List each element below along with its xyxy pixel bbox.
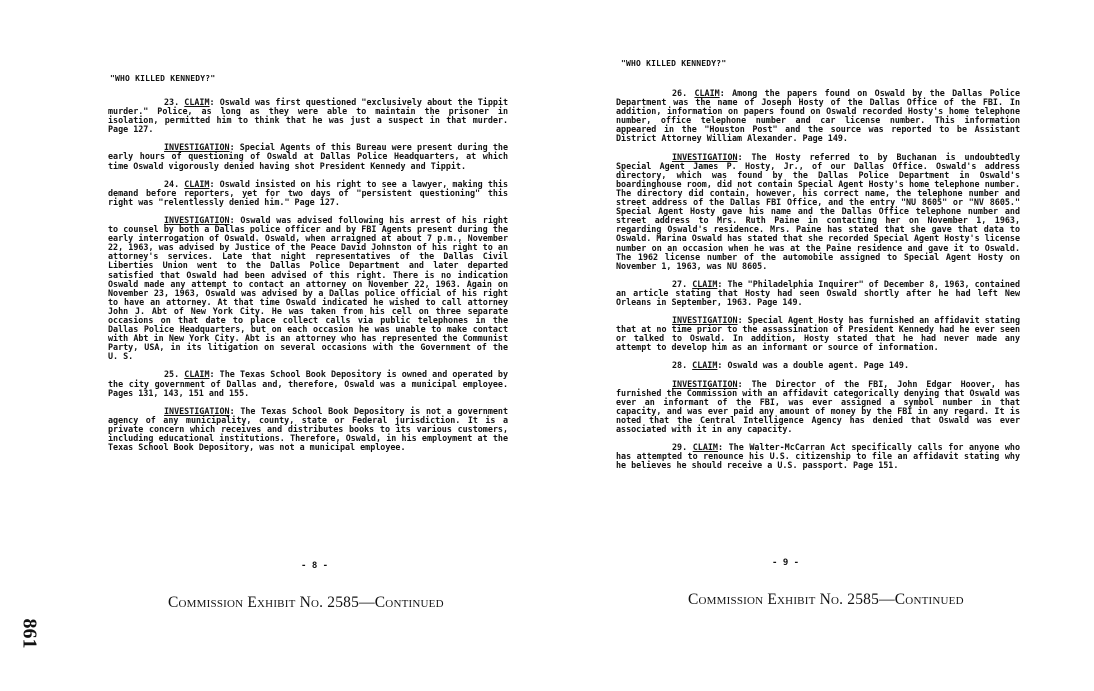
paragraph-text: : Special Agent Hosty has furnished an affidavit stating that at no time prior to the assassination of President Kennedy had he ever seen or talked to Oswald. In addition, Hosty stated that he had never made any attempt to develop him as an informant or source of information.: [616, 315, 1020, 353]
paragraph-heading: INVESTIGATION: [672, 315, 738, 326]
paragraph-heading: CLAIM: [184, 369, 210, 380]
left-exhibit-label: Commission Exhibit No. 2585—Continued: [168, 594, 444, 611]
paragraph-heading: INVESTIGATION: [672, 151, 738, 162]
paragraph-text: : Oswald was first questioned "exclusively about the Tippit murder." Police, as long as they were able to maintain the prisoner in isolation, permitted him to think that he was just a suspect in that murder. Page 127.: [108, 97, 508, 135]
paragraph-number: 28.: [672, 360, 693, 371]
paragraph-text: : The Walter-McCarran Act specifically calls for anyone who has attempted to renounce his U.S. citizenship to file an affidavit stating why he believes he should receive a U.S. passport. Page 151.: [616, 442, 1020, 471]
claim-paragraph: [616, 443, 1020, 470]
investigation-paragraph: [108, 407, 508, 452]
paragraph-text: : The Texas School Book Depository is not a government agency of any municipality, county, state or Federal jurisdiction. It is a private concern which receives and distributes books to its various customers, including educational institutions. Therefore, Oswald, in his employment at the Texas School Book Depository, was not a municipal employee.: [108, 405, 508, 453]
margin-page-number: 861: [18, 618, 41, 649]
paragraph-text: : Oswald was a double agent. Page 149.: [717, 360, 909, 371]
investigation-paragraph: [108, 216, 508, 362]
paragraph-number: 23.: [164, 97, 185, 107]
paragraph-text: : The Hosty referred to by Buchanan is undoubtedly Special Agent James P. Hosty, Jr., of our Dallas Office. Oswald's address directory, which was found by the Dallas Police Department in Oswald's boardinghouse room, did not contain Special Agent Hosty's home telephone number. The directory did contain, however, his correct name, the telephone number and street address of the Dallas FBI Office, and the entry "NU 8605" or "NV 8605." Special Agent Hosty gave his name and the Dallas Office telephone number and street address to Mrs. Ruth Paine in contacting her on November 1, 1963, regarding Oswald's residence. Mrs. Paine has stated that she gave that data to Oswald. Marina Oswald has stated that she recorded Special Agent Hosty's license number on an occasion when he was at the Paine residence and gave it to Oswald. The 1962 license number of the automobile assigned to Special Agent Hosty on November 1, 1963, was NU 8605.: [616, 151, 1020, 271]
right-page: [616, 0, 1020, 691]
claim-paragraph: [616, 89, 1020, 144]
paragraph-number: 26.: [672, 88, 695, 98]
paragraph-heading: CLAIM: [692, 278, 718, 289]
paragraph-heading: INVESTIGATION: [164, 142, 230, 153]
right-body: [616, 89, 1020, 479]
left-page: [108, 0, 508, 691]
paragraph-heading: INVESTIGATION: [672, 378, 738, 389]
left-page-number: - 8 -: [301, 561, 329, 571]
left-body: [108, 98, 508, 461]
left-running-head: "WHO KILLED KENNEDY?": [110, 74, 216, 83]
paragraph-number: 27.: [672, 278, 693, 289]
investigation-paragraph: [616, 153, 1020, 271]
paragraph-number: 29.: [672, 442, 693, 453]
right-running-head: "WHO KILLED KENNEDY?": [621, 59, 727, 68]
investigation-paragraph: [108, 143, 508, 170]
claim-paragraph: [108, 370, 508, 397]
paragraph-text: : The "Philadelphia Inquirer" of December 8, 1963, contained an article stating that Hosty had seen Oswald shortly after he had left New Orleans in September, 1963. Page 149.: [616, 278, 1021, 307]
paragraph-heading: CLAIM: [184, 178, 210, 189]
paragraph-number: 25.: [164, 369, 185, 380]
paragraph-heading: INVESTIGATION: [164, 405, 230, 416]
paragraph-text: : Special Agents of this Bureau were present during the early hours of questioning of Oswald at Dallas Police Headquarters, at which time Oswald vigorously denied having shot President Kennedy and Tippit.: [108, 142, 508, 171]
paragraph-heading: CLAIM: [692, 360, 718, 371]
paragraph-heading: CLAIM: [184, 97, 210, 107]
paragraph-heading: INVESTIGATION: [164, 214, 230, 225]
right-page-number: - 9 -: [772, 558, 800, 568]
claim-paragraph: [616, 361, 1020, 370]
claim-paragraph: [108, 180, 508, 207]
claim-paragraph: [616, 280, 1020, 307]
paragraph-text: : Oswald insisted on his right to see a lawyer, making this demand before reporters, yet for two days of "persistent questioning" this right was "relentlessly denied him." Page 127.: [108, 178, 508, 207]
paragraph-heading: CLAIM: [692, 442, 718, 453]
paragraph-text: : The Director of the FBI, John Edgar Hoover, has furnished the Commission with an affidavit categorically denying that Oswald was ever an informant of the FBI, was ever assigned a symbol number in that capacity, and was ever paid any amount of money by the FBI in any regard. It is noted that the Central Intelligence Agency has denied that Oswald was ever associated with it in any capacity.: [616, 378, 1020, 434]
investigation-paragraph: [616, 316, 1020, 352]
paragraph-text: : Oswald was advised following his arrest of his right to counsel by both a Dallas police officer and by FBI Agents present during the early interrogation of Oswald. Oswald, when arraigned at about 7 p.m., November 22, 1963, was advised by Justice of the Peace David Johnston of his right to an attorney's services. Late that night representatives of the Dallas Civil Liberties Union went to the Dallas Police Department and later departed satisfied that Oswald had been advised of this right. There is no indication Oswald made any attempt to contact an attorney on November 22, 1963. Again on November 23, 1963, Oswald was advised by a Dallas police official of his right to have an attorney. At that time Oswald indicated he wished to call attorney John J. Abt of New York City. He was taken from his cell on three separate occasions on that date to place collect calls via public telephones in the Dallas Police Headquarters, but on each occasion he was unable to make contact with Abt in New York City. Abt is an attorney who has represented the Communist Party, USA, in its litigation on several occasions with the Government of the U. S.: [108, 214, 508, 362]
claim-paragraph: [108, 98, 508, 134]
investigation-paragraph: [616, 380, 1020, 435]
paragraph-text: : The Texas School Book Depository is owned and operated by the city government of Dallas and, therefore, Oswald was a municipal employee. Pages 131, 143, 151 and 155.: [108, 369, 508, 398]
paragraph-heading: CLAIM: [694, 88, 720, 98]
right-exhibit-label: Commission Exhibit No. 2585—Continued: [688, 591, 964, 608]
paragraph-number: 24.: [164, 178, 185, 189]
paragraph-text: : Among the papers found on Oswald by the Dallas Police Department was the name of Joseph Hosty of the Dallas Office of the FBI. In addition, information on papers found on Oswald recorded Hosty's home telephone number, office telephone number and car license number. This information appeared in the "Houston Post" and the source was reported to be Assistant District Attorney William Alexander. Page 149.: [616, 88, 1020, 144]
